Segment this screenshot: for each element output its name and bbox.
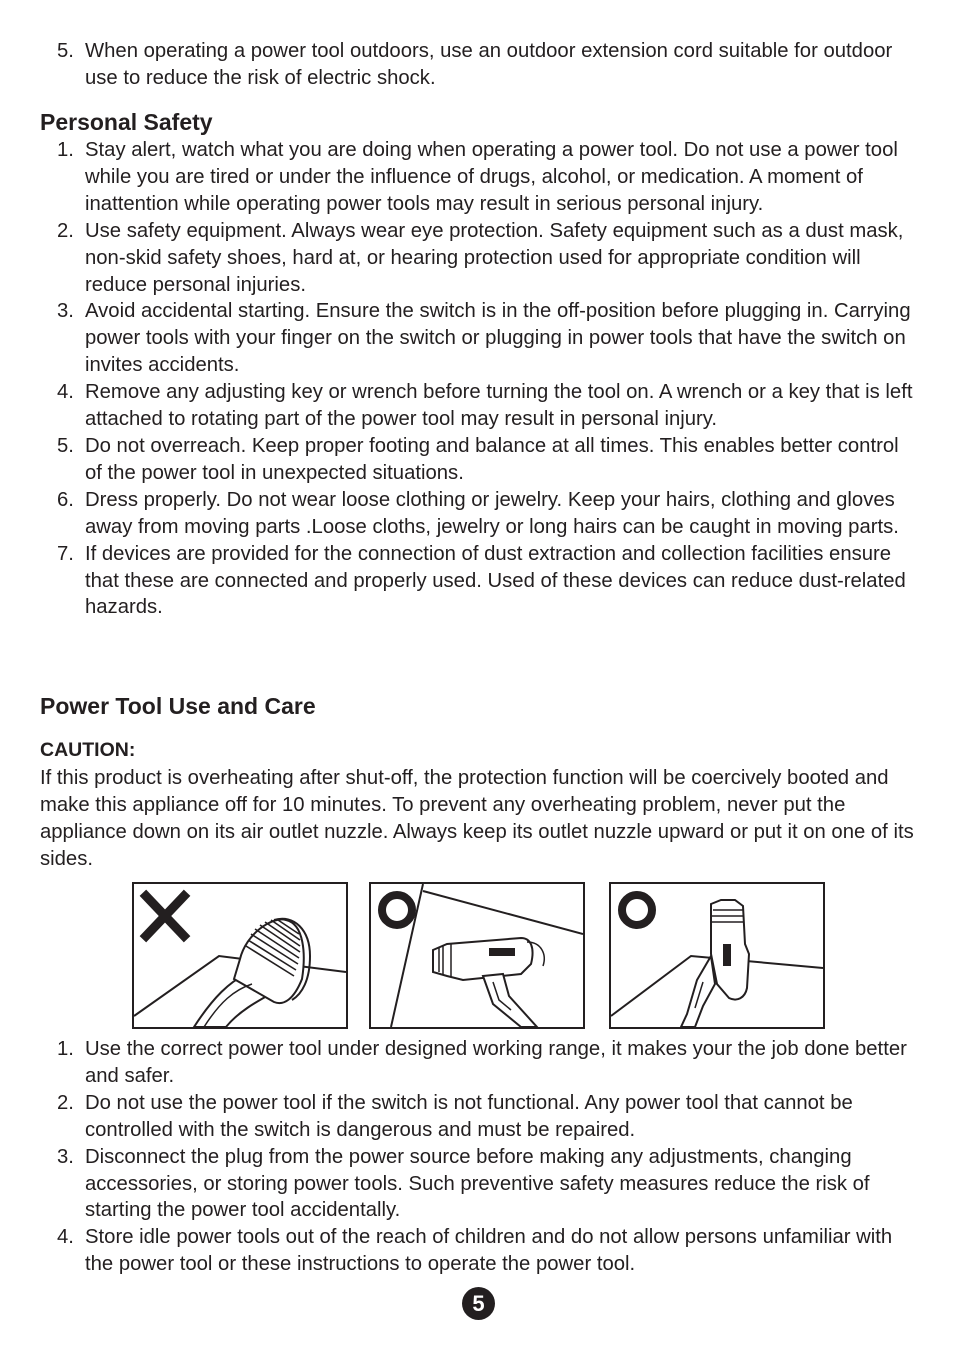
item-number: 1. [57, 139, 74, 161]
list-item [0, 1090, 954, 1144]
list-item [0, 541, 954, 622]
page-number-badge: 5 [462, 1287, 495, 1320]
item-text: Do not overreach. Keep proper footing and balance at all times. This enables better control of the power tool in unexpected situations. [85, 434, 899, 484]
item-number: 6. [57, 488, 74, 511]
heat-gun-on-side-illustration [371, 884, 583, 1027]
item-number: 3. [57, 300, 74, 323]
figure-correct-side [369, 882, 585, 1029]
heat-gun-upright-illustration [611, 884, 823, 1027]
item-number: 5. [57, 434, 74, 457]
list-item [0, 433, 954, 487]
top-list [0, 38, 954, 92]
item-number: 2. [57, 219, 74, 242]
item-number: 1. [57, 1038, 74, 1060]
list-item [0, 379, 954, 433]
list-item [0, 1036, 954, 1090]
item-text: Disconnect the plug from the power source before making any adjustments, changing accessories, or storing power tools. Such preventive safety measures reduce the risk of starting the power tool accidentally. [85, 1145, 870, 1222]
item-text: Stay alert, watch what you are doing when operating a power tool. Do not use a power tool while you are tired or under the influence of drugs, alcohol, or medication. A moment of inattention while operating power tools may result in serious personal injury. [85, 139, 898, 215]
list-item [0, 298, 954, 379]
caution-label: CAUTION: [40, 739, 136, 761]
caution-text: If this product is overheating after shut-off, the protection function will be coercively booted and make this appliance off for 10 minutes. To prevent any overheating problem, never put the appliance down on its air outlet nuzzle. Always keep its outlet nuzzle upward or put it on one of its sides. [40, 767, 914, 870]
list-item [0, 38, 954, 92]
item-number: 3. [57, 1145, 74, 1168]
item-number: 4. [57, 1226, 74, 1249]
item-text: When operating a power tool outdoors, use an outdoor extension cord suitable for outdoor use to reduce the risk of electric shock. [85, 40, 893, 89]
circle-ok-icon [622, 895, 652, 925]
item-text: If devices are provided for the connection of dust extraction and collection facilities ensure that these are connected and properly used. Used of these devices can reduce dust-related hazards. [85, 542, 906, 619]
item-text: Dress properly. Do not wear loose clothing or jewelry. Keep your hairs, clothing and gloves away from moving parts .Loose cloths, jewelry or long hairs can be caught in moving parts. [85, 488, 899, 538]
item-number: 5. [57, 40, 74, 62]
figure-correct-upright [609, 882, 825, 1029]
item-text: Store idle power tools out of the reach of children and do not allow persons unfamiliar with the power tool or these instructions to operate the power tool. [85, 1226, 893, 1276]
section-heading-personal-safety: Personal Safety [40, 109, 213, 135]
personal-safety-list [0, 137, 954, 621]
item-number: 7. [57, 542, 74, 565]
figure-wrong-placement [132, 882, 348, 1029]
item-text: Use safety equipment. Always wear eye protection. Safety equipment such as a dust mask, non-skid safety shoes, hard at, or hearing protection used for appropriate condition will reduce personal injuries. [85, 219, 904, 296]
list-item [0, 218, 954, 299]
item-text: Avoid accidental starting. Ensure the switch is in the off-position before plugging in. Carrying power tools with your finger on the switch or plugging in power tools that have the switch on invites accidents. [85, 300, 911, 377]
cross-icon [146, 896, 184, 936]
power-tool-list [0, 1036, 954, 1278]
list-item [0, 487, 954, 541]
item-text: Remove any adjusting key or wrench before turning the tool on. A wrench or a key that is left attached to rotating part of the power tool may result in personal injury. [85, 381, 913, 431]
list-item [0, 1144, 954, 1225]
section-heading-power-tool: Power Tool Use and Care [40, 693, 316, 719]
item-number: 4. [57, 381, 74, 404]
list-item [0, 1224, 954, 1278]
circle-ok-icon [382, 895, 412, 925]
heat-gun-on-nozzle-illustration [134, 884, 346, 1027]
item-text: Use the correct power tool under designed working range, it makes your the job done better and safer. [85, 1038, 907, 1087]
list-item [0, 137, 954, 218]
item-text: Do not use the power tool if the switch is not functional. Any power tool that cannot be controlled with the switch is dangerous and must be repaired. [85, 1091, 853, 1141]
item-number: 2. [57, 1091, 74, 1114]
